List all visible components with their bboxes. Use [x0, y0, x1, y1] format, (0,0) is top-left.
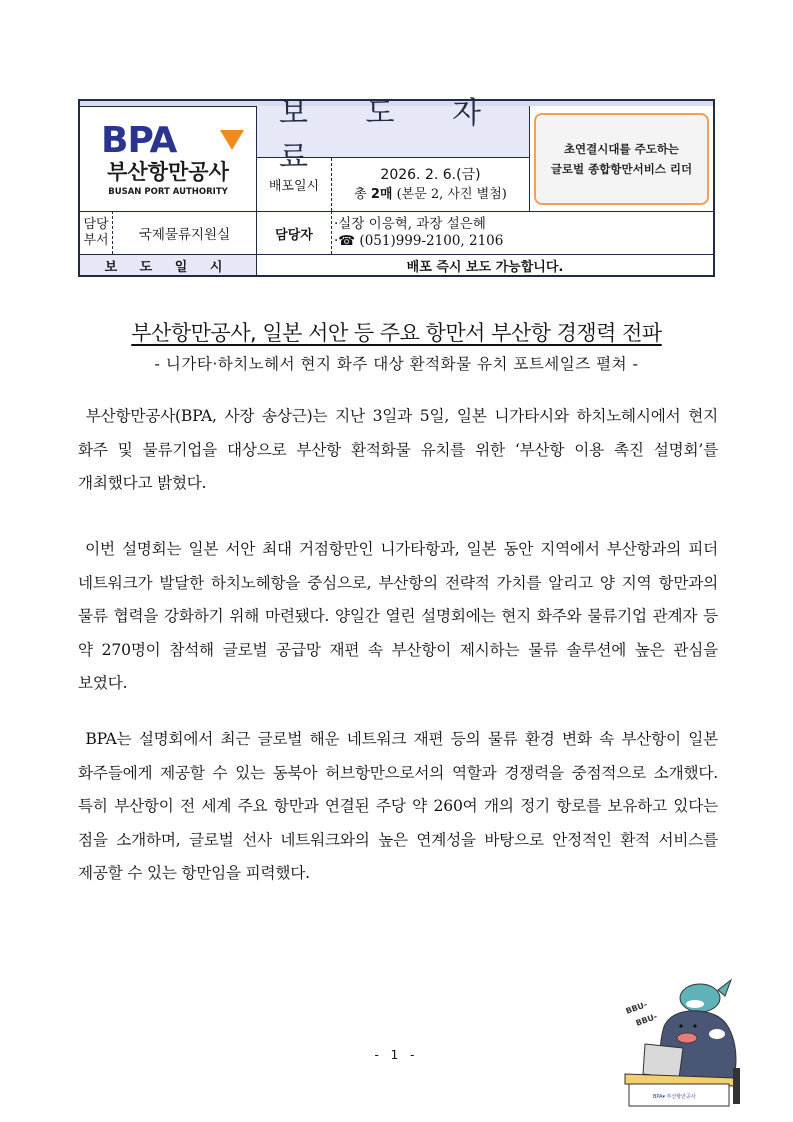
distribution-label: 배포일시	[257, 158, 332, 211]
logo-name-english: BUSAN PORT AUTHORITY	[108, 187, 228, 197]
page-count-detail: (본문 2, 사진 별첨)	[392, 186, 507, 202]
distribution-value	[332, 158, 530, 211]
svg-text:BBU-: BBU-	[634, 1011, 659, 1028]
mascot-illustration	[615, 968, 740, 1108]
telephone-icon: ☎	[338, 233, 356, 249]
slogan-line-1: 초연결시대를 주도하는	[563, 141, 680, 156]
page-count-prefix: 총	[354, 186, 371, 202]
department-label-line-2: 부서	[83, 233, 109, 248]
article-headline	[0, 317, 793, 347]
mascot-speech: BBU-	[624, 999, 649, 1016]
article-headline-text: 부산항만공사, 일본 서안 등 주요 항만서 부산항 경쟁력 전파	[131, 321, 662, 345]
contact-value	[332, 211, 713, 254]
bpa-logo-mark: BPA	[101, 120, 177, 161]
doc-type-title: 보 도 자 료	[279, 95, 506, 175]
svg-text:BPA▾ 부산항만공사: BPA▾ 부산항만공사	[653, 1094, 696, 1100]
article-subheadline: - 니가타·하치노헤서 현지 화주 대상 환적화물 유치 포트세일즈 펼쳐 -	[154, 355, 639, 373]
bpa-logo-triangle-icon	[220, 130, 244, 150]
release-time-value: 배포 즉시 보도 가능합니다.	[257, 254, 713, 275]
department-value: 국제물류지원실	[113, 211, 257, 254]
department-label	[80, 211, 113, 254]
slogan-box	[534, 113, 709, 205]
article-paragraph-1: 부산항만공사(BPA, 사장 송상근)는 지난 3일과 5일, 일본 니가타시와 하치노헤시에서 현지 화주 및 물류기업을 대상으로 부산항 환적화물 유치를 위한 ‘부산항 이용 촉진 설명회’를 개최했다고 밝혔다.	[78, 407, 718, 492]
page-number: - 1 -	[374, 1048, 419, 1062]
contact-names: ·실장 이응혁, 과장 설은혜	[334, 216, 486, 232]
article-paragraph-3: BPA는 설명회에서 최근 글로벌 해운 네트워크 재편 등의 물류 환경 변화 속 부산항이 일본 화주들에게 제공할 수 있는 동북아 허브항만으로서의 역할과 경쟁력을 중점적으로 소개했다. 특히 부산항이 전 세계 주요 항만과 연결된 주당 약 260여 개의 정기 항로를 보유하고 있다는 점을 소개하며, 글로벌 선사 네트워크와의 높은 연계성을 바탕으로 안정적인 환적 서비스를 제공할 수 있는 항만임을 피력했다.	[78, 730, 718, 882]
logo-name-korean: 부산항만공사	[107, 160, 229, 184]
department-label-line-1: 담당	[83, 217, 109, 232]
release-time-label: 보 도 일 시	[80, 254, 257, 275]
press-release-header-table	[78, 95, 715, 277]
contact-phone-line: ·☎ (051)999-2100, 2106	[334, 233, 504, 249]
slogan-cell	[530, 106, 713, 211]
distribution-date: 2026. 2. 6.(금)	[380, 166, 481, 183]
slogan-line-2: 글로벌 종합항만서비스 리더	[550, 161, 693, 176]
article-paragraph-2: 이번 설명회는 일본 서안 최대 거점항만인 니가타항과, 일본 동안 지역에서 부산항과의 피더 네트워크가 발달한 하치노헤항을 중심으로, 부산항의 전략적 가치를 알리고 양 지역 항만과의 물류 협력을 강화하기 위해 마련됐다. 양일간 열린 설명회에는 현지 화주와 물류기업 관계자 등 약 270명이 참석해 글로벌 공급망 재편 속 부산항이 제시하는 물류 솔루션에 높은 관심을 보였다.	[78, 540, 718, 692]
logo-cell	[80, 106, 257, 211]
page-count-number: 2매	[370, 186, 393, 202]
contact-label: 담당자	[257, 211, 332, 254]
contact-phone: (051)999-2100, 2106	[359, 233, 504, 249]
page-count	[354, 185, 507, 205]
